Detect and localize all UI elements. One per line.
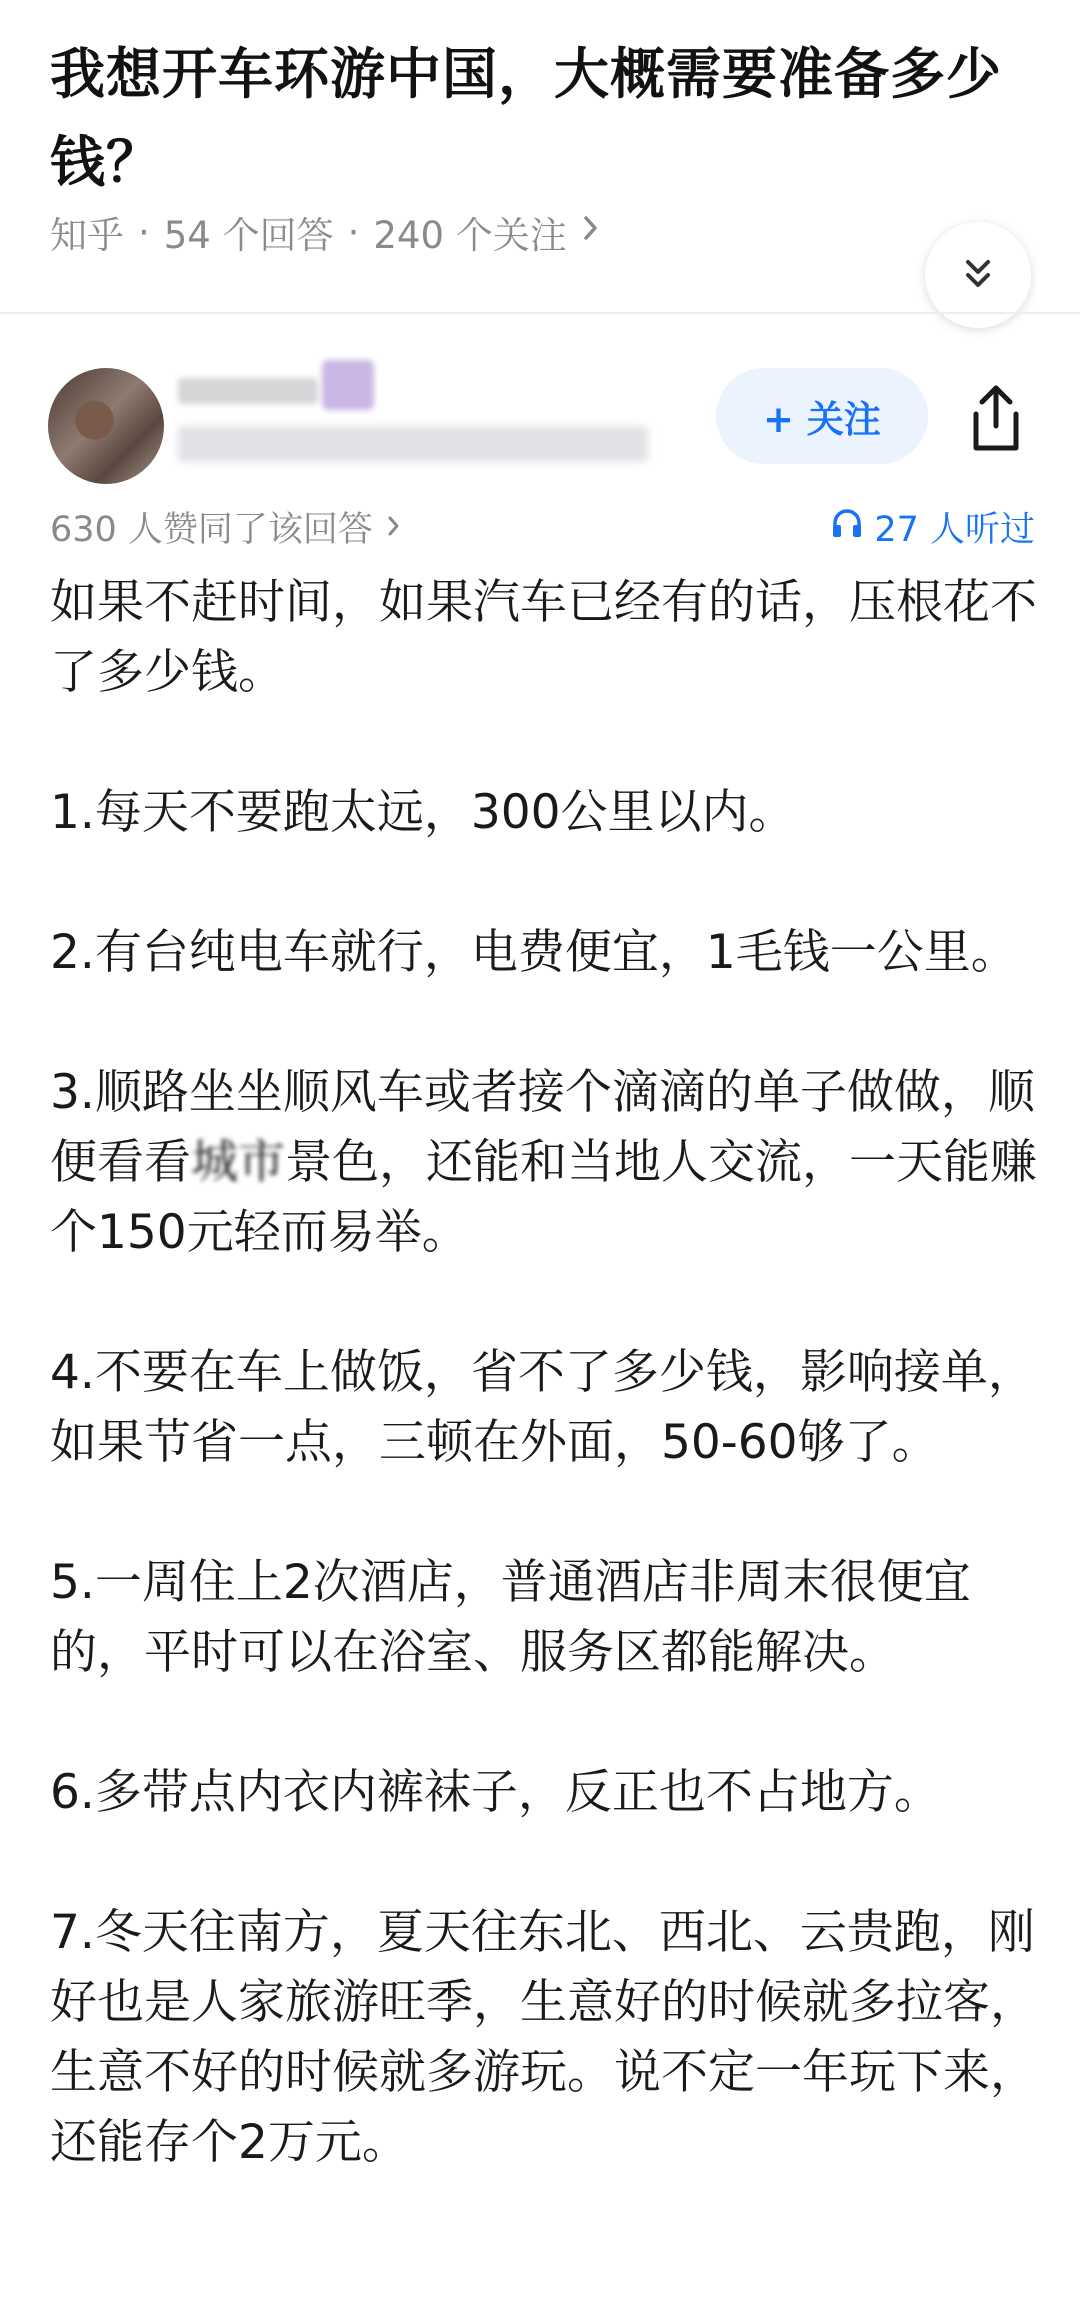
author-name-blurred[interactable]	[178, 378, 318, 404]
answer-paragraph-7: 7.冬天往南方，夏天往东北、西北、云贵跑，刚好也是人家旅游旺季，生意好的时候就多拉客，生意不好的时候就多游玩。说不定一年玩下来，还能存个2万元。	[50, 1905, 1037, 2170]
question-meta[interactable]	[50, 205, 601, 259]
answer-paragraph-3-part1: 3.顺路坐坐顺风车或者接个滴滴的单子做做，顺便看看	[50, 1065, 1035, 1190]
answer-paragraph-3	[50, 1058, 1040, 1268]
answer-paragraph-4: 4.不要在车上做饭，省不了多少钱，影响接单，如果节省一点，三顿在外面，50-60够了。	[50, 1345, 1035, 1470]
blurred-word: 城市	[191, 1135, 285, 1190]
vote-count-link[interactable]	[50, 502, 404, 552]
answer-content	[50, 568, 1040, 2178]
author-headline-blurred	[178, 426, 648, 462]
vote-count: 630 人赞同了该回答	[50, 510, 373, 550]
listened-label: 27 人听过	[874, 510, 1035, 550]
answer-count: 54 个回答	[163, 214, 334, 257]
answer-paragraph-intro: 如果不赶时间，如果汽车已经有的话，压根花不了多少钱。	[50, 575, 1037, 700]
answer-paragraph-5: 5.一周住上2次酒店，普通酒店非周末很便宜的，平时可以在浴室、服务区都能解决。	[50, 1555, 971, 1680]
answer-paragraph-3-part2: 景色，还能和当地人交流，一天能赚个150元轻而易举。	[50, 1135, 1037, 1260]
follow-button[interactable]: + 关注	[716, 368, 928, 464]
meta-separator: ·	[138, 210, 150, 254]
question-header	[0, 0, 1080, 312]
chevron-right-icon	[581, 212, 601, 253]
author-avatar[interactable]	[48, 368, 164, 484]
question-title[interactable]: 我想开车环游中国，大概需要准备多少钱？	[50, 42, 1003, 194]
answer-paragraph-1: 1.每天不要跑太远，300公里以内。	[50, 785, 796, 840]
source-label: 知乎	[50, 214, 124, 257]
answer-stats	[50, 502, 1035, 558]
meta-separator: ·	[347, 210, 360, 254]
answer-paragraph-6: 6.多带点内衣内裤袜子，反正也不占地方。	[50, 1765, 941, 1820]
chevron-right-icon	[384, 510, 404, 550]
answer-paragraph-2: 2.有台纯电车就行，电费便宜，1毛钱一公里。	[50, 925, 1018, 980]
follow-count: 240 个关注	[373, 214, 567, 257]
double-chevron-down-icon	[958, 253, 998, 297]
listened-count[interactable]	[830, 502, 1035, 552]
author-badge-blurred	[322, 360, 374, 410]
header-divider	[0, 312, 1080, 314]
share-icon	[962, 441, 1030, 460]
headphones-icon	[830, 506, 864, 549]
share-button[interactable]	[962, 380, 1030, 456]
